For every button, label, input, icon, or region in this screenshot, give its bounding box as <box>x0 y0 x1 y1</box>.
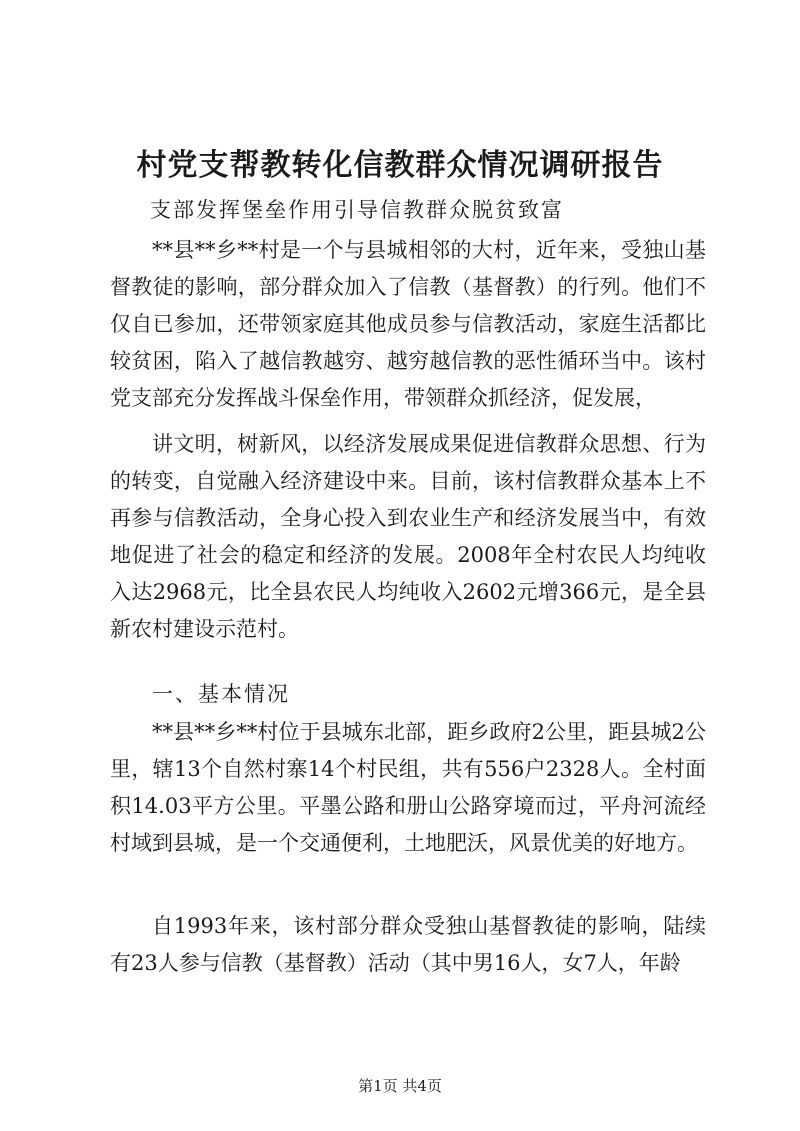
paragraph-history: 自1993年来，该村部分群众受独山基督教徒的影响，陆续有23人参与信教（基督教）活动（其中男16人，女7人，年龄 <box>110 914 706 975</box>
document-subtitle: 支部发挥堡垒作用引导信教群众脱贫致富 <box>150 198 564 222</box>
paragraph-results: 讲文明，树新风，以经济发展成果促进信教群众思想、行为的转变，自觉融入经济建设中来。目前，该村信教群众基本上不再参与信教活动，全身心投入到农业生产和经济发展当中，有效地促进了社会的稳定和经济的发展。2008年全村农民人均纯收入达2968元，比全县农民人均纯收入2602元增366元，是全县新农村建设示范村。 <box>110 432 706 641</box>
page-number-footer: 第1页 共4页 <box>358 1077 442 1095</box>
paragraph-intro: **县**乡**村是一个与县城相邻的大村，近年来，受独山基督教徒的影响，部分群众加入了信教（基督教）的行列。他们不仅自已参加，还带领家庭其他成员参与信教活动，家庭生活都比较贫困，陷入了越信教越穷、越穷越信教的恶性循环当中。该村党支部充分发挥战斗保垒作用，带领群众抓经济，促发展， <box>110 238 706 410</box>
paragraph-location: **县**乡**村位于县城东北部，距乡政府2公里，距县城2公里，辖13个自然村寨14个村民组，共有556户2328人。全村面积14.03平方公里。平墨公路和册山公路穿境而过，平舟河流经村域到县城，是一个交通便利，土地肥沃，风景优美的好地方。 <box>110 720 706 855</box>
document-title: 村党支帮教转化信教群众情况调研报告 <box>136 148 664 183</box>
section-heading-basic-situation: 一、基本情况 <box>152 682 290 706</box>
